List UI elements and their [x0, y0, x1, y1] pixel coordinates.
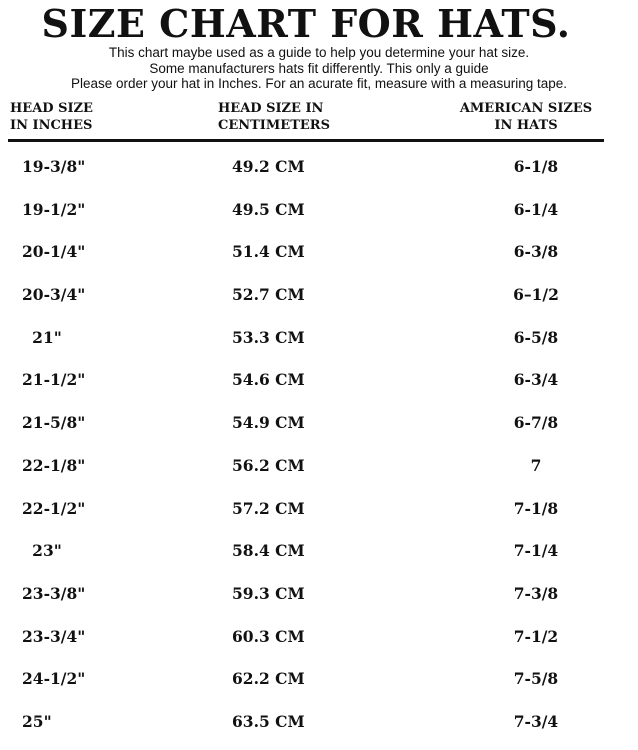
cell-american-size: 7-3/8: [513, 583, 559, 603]
cell-inches: 23-3/8": [22, 583, 86, 603]
table-row: [0, 444, 638, 487]
column-header-line: IN INCHES: [10, 118, 93, 133]
cell-inches: 21-5/8": [22, 413, 86, 433]
cell-american-size: 6-1/8: [513, 157, 559, 176]
cell-centimeters: 60.3 CM: [232, 626, 305, 646]
cell-inches: 25": [22, 711, 52, 731]
cell-american-size: 7-5/8: [513, 669, 559, 689]
column-header-line: HEAD SIZE IN: [218, 101, 324, 116]
cell-centimeters: 56.2 CM: [232, 455, 305, 475]
cell-american-size: 7: [530, 455, 542, 475]
table-row: [0, 188, 638, 231]
cell-centimeters: 57.2 CM: [232, 498, 305, 518]
cell-american-size: 7-1/4: [513, 541, 559, 561]
table-row: [0, 358, 638, 401]
column-header-american-sizes: [446, 100, 606, 134]
cell-centimeters: 63.5 CM: [232, 711, 305, 731]
cell-centimeters: 58.4 CM: [232, 541, 305, 561]
cell-inches: 19-3/8": [22, 157, 86, 176]
header-divider: [8, 139, 604, 142]
cell-inches: 23": [32, 541, 62, 561]
cell-inches: 20-3/4": [22, 285, 86, 305]
table-row: [0, 316, 638, 359]
column-header-centimeters: [218, 100, 330, 134]
cell-centimeters: 54.6 CM: [232, 370, 305, 390]
cell-centimeters: 49.5 CM: [232, 199, 305, 219]
cell-centimeters: 54.9 CM: [232, 413, 305, 433]
table-row: [0, 230, 638, 273]
cell-centimeters: 49.2 CM: [232, 157, 305, 176]
cell-inches: 22-1/8": [22, 455, 86, 475]
table-row: [0, 145, 638, 188]
table-row: [0, 615, 638, 658]
cell-american-size: 6-3/4: [513, 370, 559, 390]
table-row: [0, 487, 638, 530]
intro-text: [0, 45, 638, 92]
column-header-line: IN HATS: [494, 118, 558, 133]
cell-inches: 23-3/4": [22, 626, 86, 646]
cell-centimeters: 53.3 CM: [232, 327, 305, 347]
cell-inches: 21": [32, 327, 62, 347]
page-title: SIZE CHART FOR HATS.: [41, 1, 571, 46]
cell-american-size: 6-1/4: [513, 199, 559, 219]
cell-centimeters: 62.2 CM: [232, 669, 305, 689]
intro-line: Some manufacturers hats fit differently. This only a guide: [149, 60, 489, 76]
cell-inches: 24-1/2": [22, 669, 86, 689]
table-row: [0, 401, 638, 444]
column-header-line: AMERICAN SIZES: [459, 101, 593, 116]
cell-american-size: 7-3/4: [513, 711, 559, 731]
table-row: [0, 572, 638, 615]
cell-centimeters: 52.7 CM: [232, 285, 305, 305]
cell-inches: 21-1/2": [22, 370, 86, 390]
table-row: [0, 273, 638, 316]
cell-inches: 19-1/2": [22, 199, 86, 219]
cell-centimeters: 59.3 CM: [232, 583, 305, 603]
table-row: [0, 657, 638, 700]
cell-inches: 22-1/2": [22, 498, 86, 518]
cell-inches: 20-1/4": [22, 242, 86, 262]
intro-line: This chart maybe used as a guide to help you determine your hat size.: [108, 45, 530, 60]
cell-american-size: 7-1/8: [513, 498, 559, 518]
column-header-line: HEAD SIZE: [10, 101, 93, 116]
cell-american-size: 6–1/2: [513, 285, 559, 305]
table-row: [0, 700, 638, 743]
size-table: [0, 145, 638, 743]
cell-american-size: 6-7/8: [513, 413, 559, 433]
cell-american-size: 6-3/8: [513, 242, 559, 262]
cell-american-size: 7-1/2: [513, 626, 559, 646]
table-row: [0, 529, 638, 572]
intro-line: Please order your hat in Inches. For an acurate fit, measure with a measuring tape.: [70, 76, 567, 91]
cell-centimeters: 51.4 CM: [232, 242, 305, 262]
column-header-line: CENTIMETERS: [218, 118, 330, 133]
column-header-inches: [10, 100, 93, 134]
cell-american-size: 6-5/8: [513, 327, 559, 347]
